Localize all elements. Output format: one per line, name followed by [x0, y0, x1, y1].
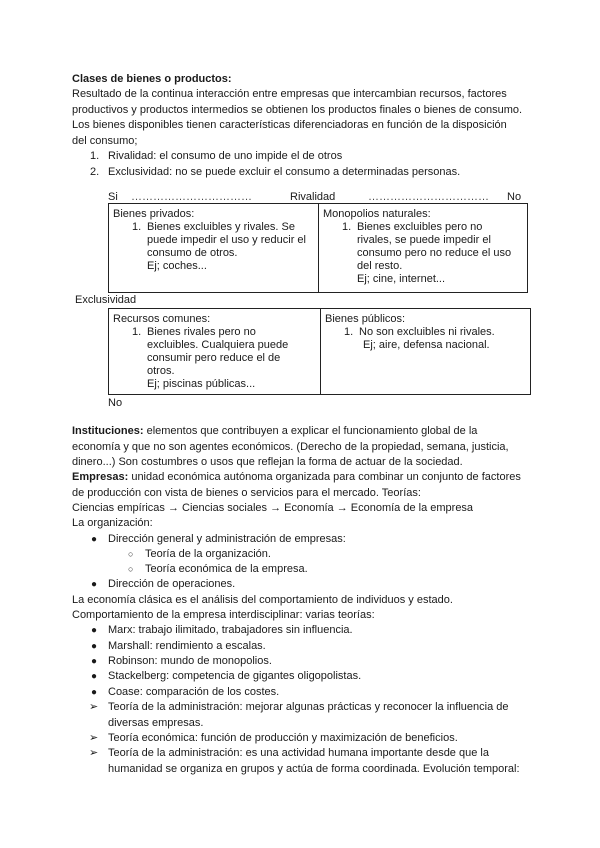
- text-line: unidad económica autónoma organizada para combinar un conjunto de factores: [128, 471, 521, 483]
- bullet-text: Coase: comparación de los costes.: [108, 685, 280, 698]
- cell-title: Recursos comunes:: [113, 313, 211, 325]
- clasica-line: La economía clásica es el análisis del comportamiento de individuos y estado.: [72, 593, 453, 606]
- cell-line: Ej; aire, defensa nacional.: [363, 339, 490, 351]
- cell-title: Monopolios naturales:: [323, 208, 431, 220]
- cell-line: Bienes rivales pero no: [147, 326, 256, 338]
- cell-line: consumo pero no reduce el uso: [357, 247, 512, 259]
- cell-body: [147, 326, 288, 391]
- paragraph-line: del consumo;: [72, 134, 138, 147]
- axis-exclusividad-label: Exclusividad: [75, 294, 137, 306]
- list-text: Exclusividad: no se puede excluir el consumo a determinadas personas.: [108, 165, 461, 178]
- axis-rivalidad-label: Rivalidad: [290, 191, 336, 203]
- cell-title: Bienes públicos:: [325, 313, 406, 325]
- empresas-paragraph: [72, 470, 521, 485]
- bullet-icon: ●: [91, 656, 98, 667]
- cell-line: Bienes excluibles y rivales. Se: [147, 221, 295, 233]
- list-number: 2.: [90, 165, 100, 178]
- cell-bienes-privados: [109, 204, 319, 292]
- paragraph-line: Resultado de la continua interacción entre empresas que intercambian recursos, factores: [72, 88, 507, 100]
- cell-line: excluibles. Cualquiera puede: [147, 339, 289, 351]
- bullet-icon: ●: [91, 640, 98, 652]
- bullet-icon: ●: [91, 533, 98, 545]
- cell-title: Bienes privados:: [113, 208, 195, 220]
- empresas-label: Empresas:: [72, 471, 129, 483]
- cell-line: consumo de otros.: [147, 247, 238, 259]
- axis-dots-right: ……………………………: [368, 191, 489, 203]
- circle-bullet-icon: ○: [128, 564, 134, 574]
- axis-no-bottom-label: No: [108, 397, 123, 409]
- circle-bullet-icon: ○: [128, 549, 134, 559]
- cell-line: Ej; coches...: [147, 260, 207, 272]
- section-title-clases-de-bienes: Clases de bienes o productos:: [72, 73, 232, 85]
- cell-line: Ej; piscinas públicas...: [147, 378, 256, 390]
- matrix-row-non-exclusive: [108, 308, 531, 395]
- axis-dots-left: ……………………………: [131, 191, 252, 203]
- comportamiento-line: Comportamiento de la empresa interdisciplinar: varias teorías:: [72, 609, 375, 621]
- organizacion-label: La organización:: [72, 517, 153, 529]
- bullet-text: Teoría de la organización.: [145, 548, 271, 560]
- arrow-text: Teoría económica: función de producción y maximización de beneficios.: [108, 732, 458, 744]
- paragraph-line: productivos y productos intermedios se obtienen los productos finales o bienes de consumo.: [72, 103, 523, 116]
- list-number: 1.: [90, 150, 100, 162]
- cell-body: [357, 221, 511, 286]
- matrix-row-exclusive: [108, 203, 528, 293]
- text-line: elementos que contribuyen a explicar el funcionamiento global de la: [143, 425, 478, 437]
- arrow-text: Teoría de la administración: es una actividad humana importante desde que la: [108, 747, 489, 759]
- bullet-text: Dirección general y administración de empresas:: [108, 532, 346, 545]
- arrow-bullet-icon: ➢: [89, 732, 99, 744]
- list-number: 1.: [342, 221, 352, 233]
- cell-line: puede impedir el uso y reducir el: [147, 234, 306, 246]
- cell-line: otros.: [147, 365, 175, 377]
- cell-monopolios-naturales: [319, 204, 527, 292]
- bullet-icon: ●: [91, 579, 98, 590]
- bullet-text: Marshall: rendimiento a escalas.: [108, 639, 266, 652]
- cell-line: No son excluibles ni rivales.: [359, 326, 495, 338]
- list-number: 1.: [132, 221, 142, 233]
- arrow-text: diversas empresas.: [108, 716, 204, 729]
- cell-line: Bienes excluibles pero no: [357, 221, 483, 233]
- cell-line: rivales, se puede impedir el: [357, 234, 491, 246]
- bullet-text: Robinson: mundo de monopolios.: [108, 655, 272, 667]
- text-line: dinero...) Son costumbres o usos que reflejan la forma de actuar de la sociedad.: [72, 456, 463, 468]
- list-number: 1.: [344, 326, 354, 338]
- instituciones-label: Instituciones:: [72, 425, 144, 437]
- bullet-icon: ●: [91, 625, 98, 636]
- bullet-icon: ●: [91, 671, 98, 682]
- bullet-text: Dirección de operaciones.: [108, 578, 236, 590]
- bullet-text: Stackelberg: competencia de gigantes oligopolistas.: [108, 670, 362, 682]
- arrow-bullet-icon: ➢: [89, 747, 99, 759]
- bullet-text: Marx: trabajo ilimitado, trabajadores sin influencia.: [108, 624, 353, 636]
- cell-line: del resto.: [357, 260, 403, 272]
- cell-body: [359, 326, 495, 352]
- list-number: 1.: [132, 326, 142, 338]
- list-text: Rivalidad: el consumo de uno impide el de otros: [108, 150, 343, 162]
- bullet-text: Teoría económica de la empresa.: [145, 563, 308, 575]
- cell-line: Ej; cine, internet...: [357, 273, 446, 285]
- cell-bienes-publicos: [321, 309, 530, 394]
- text-line: de producción con vista de bienes o servicios para el mercado. Teorías:: [72, 486, 421, 499]
- cell-recursos-comunes: [109, 309, 321, 394]
- bullet-icon: ●: [91, 686, 98, 698]
- axis-si-label: Si: [108, 191, 118, 203]
- axis-no-label: No: [507, 191, 522, 203]
- arrow-text: humanidad se organiza en grupos y actúa de forma coordinada. Evolución temporal:: [108, 762, 520, 775]
- paragraph-line: Los bienes disponibles tienen características diferenciadoras en función de la disposición: [72, 119, 507, 131]
- sciences-chain: Ciencias empíricas → Ciencias sociales → Economía → Economía de la empresa: [72, 502, 474, 514]
- arrow-text: Teoría de la administración: mejorar algunas prácticas y reconocer la influencia de: [108, 701, 509, 713]
- cell-line: consumir pero reduce el de: [147, 352, 281, 364]
- instituciones-paragraph: [72, 424, 477, 439]
- cell-body: [147, 221, 306, 273]
- arrow-bullet-icon: ➢: [89, 701, 99, 713]
- text-line: economía y que no son agentes económicos. (Derecho de la propiedad, semana, justicia,: [72, 440, 509, 453]
